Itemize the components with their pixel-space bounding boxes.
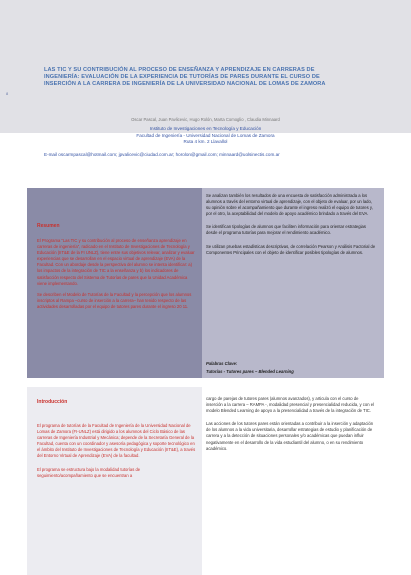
abstract-heading: Resumen [37,223,60,229]
intro-paragraph: cargo de parejas de tutores pares (alumnos avanzados), y articula con el curso de inserción a la carrera – RAMPA -, modalidad presencial y presencialidad reducida, y con el modelo Blended Learning de apoyo a la presencialidad a través de la integración de TIC. [206,396,374,414]
affiliation-address: Ruta 4 km. 2 Llavallol [183,139,228,145]
author-emails: E-mail oscarmpascal@hotmail.com; jpvalicevic@ciudad.com.ar; horolon@gmail.com; minnaard@uolsinectis.com.ar [44,152,280,157]
abstract-left-column [37,238,197,315]
intro-paragraph: El programa se estructura bajo la modalidad tutorías de seguimiento/acompañamiento que se encuentran a [37,466,141,478]
abstract-paragraph: Se analizan también los resultados de una encuesta de satisfacción administrada a los alumnos a través del entorno virtual de aprendizaje, con el objeto de evaluar, por un lado, su opinión sobre el acompañamiento que durante el ingreso realizó el equipo de tutores y, por el otro, la aceptabilidad del modelo de apoyo académico brindado a través del EVA. [206,193,373,217]
abstract-paragraph: Se identifican tipologías de alumnos que faciliten información para orientar estrategias desde el programa tutorías para mejorar el rendimiento académico. [206,224,366,236]
keywords: Tutorías - Tutores pares – Blended Learning [206,369,294,374]
intro-right-column [206,396,376,459]
abstract-paragraph: El Programa “Las TIC y su contribución al proceso de enseñanza aprendizaje en carreras de ingeniería”, radicado en el Instituto de Investigaciones de Tecnología y Educación (IIT&E de la FI UNLZ), tiene entre sus objetivos relevar, analizar y evaluar experiencias que se desarrollan en el espacio virtual de aprendizaje (EVA) de la Facultad. Con un abordaje desde la perspectiva del alumno se intenta identificar: a) los impactos de la integración de TIC a la enseñanza y b) los indicadores de satisfacción respecto del Sistema de Tutorías de pares que la Unidad Académica viene implementando. [37,238,195,286]
intro-left-column [37,423,197,486]
affiliation-institute: Instituto de Investigaciones en Tecnología y Educación [149,126,262,131]
keywords-label: Palabras Clave: [206,361,238,366]
page-number: 8 [6,91,9,96]
intro-heading: Introducción [37,399,68,405]
paper-title: LAS TIC Y SU CONTRIBUCIÓN AL PROCESO DE ENSEÑANZA Y APRENDIZAJE EN CARRERAS DE INGENIERÍA: EVALUACIÓN DE LA EXPERIENCIA DE TUTORÍAS DE PARES DURANTE EL CURSO DE INSERCIÓN A LA CARRERA DE INGENIERÍA DE LA UNIVERSIDAD NACIONAL DE LOMAS DE ZAMORA [44,67,326,87]
abstract-right-column [206,193,376,263]
authors: Oscar Pascal, Juan Pavlicevic, Hugo Rolón, Marta Comoglio , Claudia Minnaard [131,117,280,122]
intro-paragraph: El programa de tutorías de la Facultad de Ingeniería de la Universidad Nacional de Lomas de Zamora (FI-UNLZ) está dirigido a los alumnos del Ciclo Básico de las carreras de Ingeniería Industrial y Mecánica; depende de la Secretaría General de la Facultad, cuenta con un coordinador y asesoría pedagógica y soporte tecnológico en el ámbito del Instituto de Investigaciones de Tecnología y Educación (IIT&E), a través del Entorno Virtual de Aprendizaje (EVA) de la facultad. [37,423,196,459]
abstract-paragraph: Se describen el Modelo de Tutorías de la Facultad y la percepción que los alumnos inscriptos al Rampa –curso de inserción a la carrera– han tenido respecto de las actividades desarrolladas por el equipo de tutores pares durante el ingreso 20 11. [37,291,192,309]
affiliation-block [0,126,411,157]
intro-paragraph: Las acciones de los tutores pares están orientadas a contribuir a la inserción y adaptación de los alumnos a la vida universitaria, desarrollar estrategias de estudio y planificación de carrera y a la detección de situaciones personales y/o académicas que puedan influir negativamente en el desarrollo de la vida estudiantil del alumno, o en su rendimiento académico. [206,421,374,451]
affiliation-faculty: Facultad de Ingeniería - Universidad Nacional de Lomas de Zamora [136,132,275,138]
abstract-paragraph: Se utilizan pruebas estadísticas descriptivas, de correlación Pearson y Análisis Factorial de Componentes Principales con el objeto de identificar posibles tipologías de alumnos. [206,243,376,255]
